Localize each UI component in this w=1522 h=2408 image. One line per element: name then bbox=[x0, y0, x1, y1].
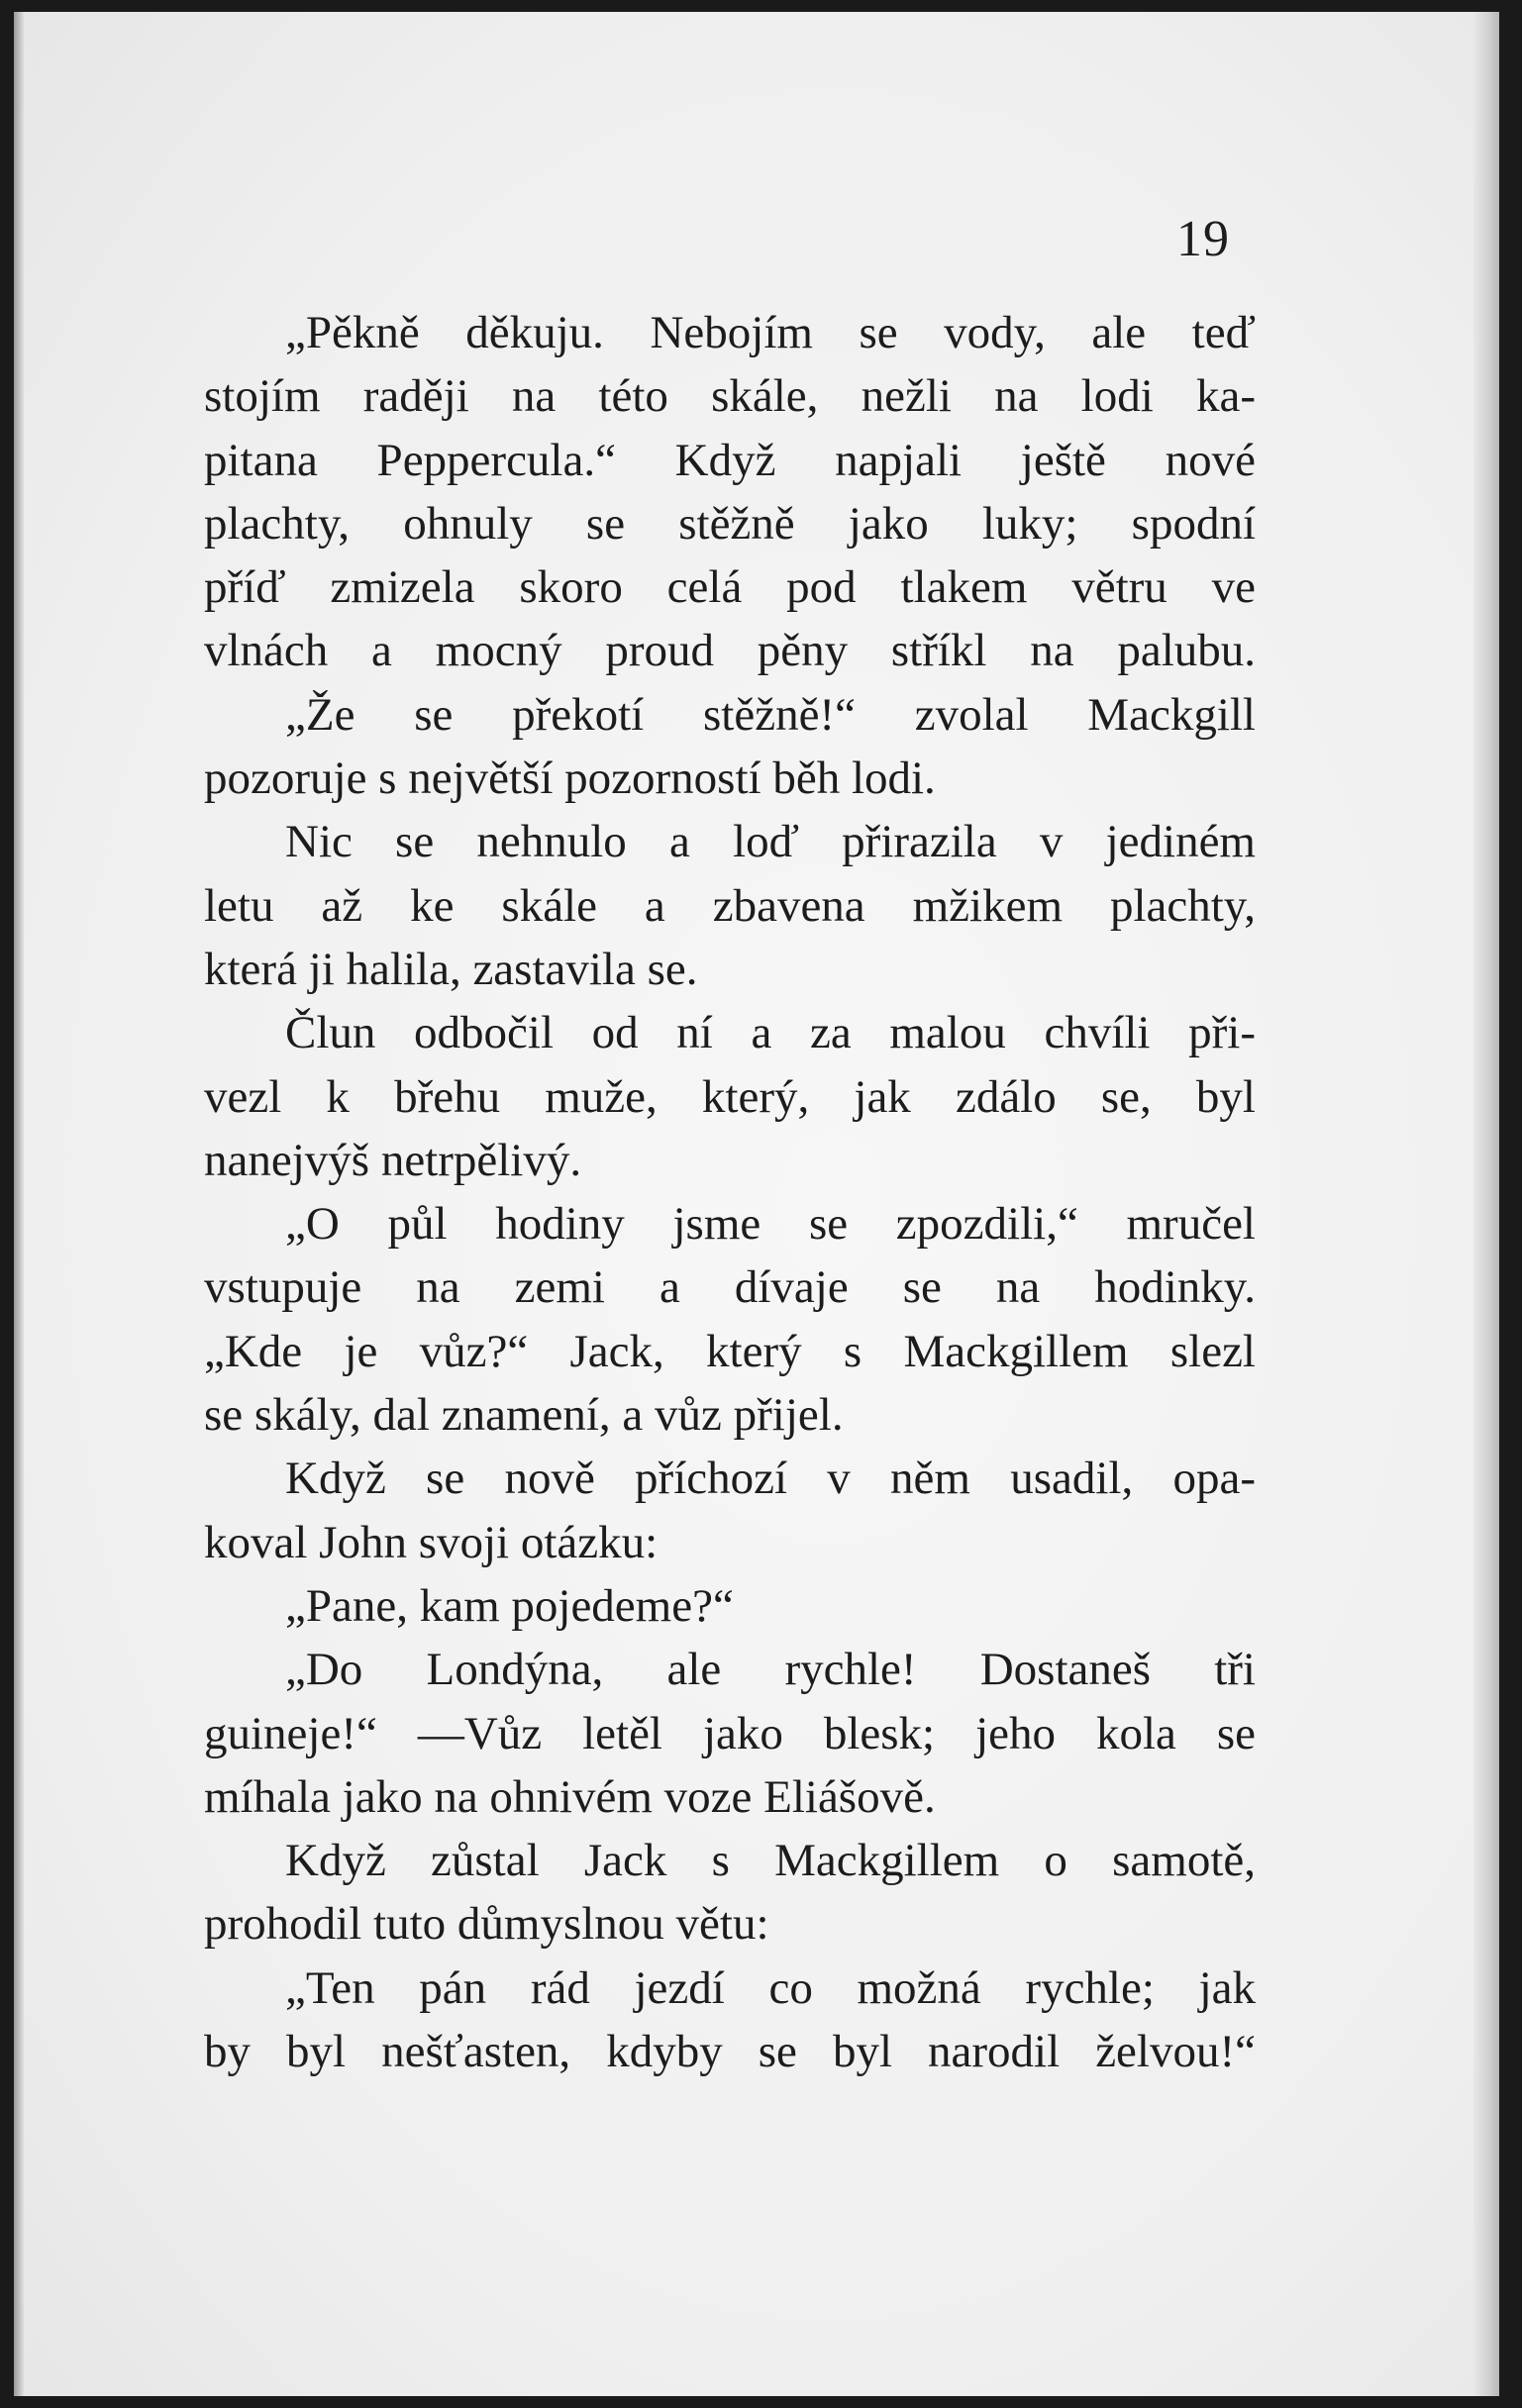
text-line: „Do Londýna, ale rychle! Dostaneš tři bbox=[285, 1644, 1256, 1696]
text-line: Člun odbočil od ní a za malou chvíli při- bbox=[285, 1007, 1256, 1059]
text-line: vlnách a mocný proud pěny stříkl na palubu. bbox=[204, 625, 1256, 677]
text-line: Když se nově příchozí v něm usadil, opa- bbox=[285, 1453, 1256, 1505]
text-line: Když zůstal Jack s Mackgillem o samotě, bbox=[285, 1835, 1256, 1887]
text-line: guineje!“ —Vůz letěl jako blesk; jeho kola se bbox=[204, 1707, 1256, 1759]
text-line: míhala jako na ohnivém voze Eliášově. bbox=[204, 1770, 936, 1823]
text-line: nanejvýš netrpělivý. bbox=[204, 1134, 582, 1186]
text-line: letu až ke skále a zbavena mžikem plachty, bbox=[204, 879, 1256, 932]
text-line: by byl nešťasten, kdyby se byl narodil želvou!“ bbox=[204, 2026, 1256, 2078]
page-left-edge bbox=[14, 12, 24, 2396]
text-line: vstupuje na zemi a dívaje se na hodinky. bbox=[204, 1261, 1256, 1314]
page-right-edge bbox=[1473, 12, 1499, 2396]
text-line: vezl k břehu muže, který, jak zdálo se, byl bbox=[204, 1070, 1256, 1123]
text-line: „O půl hodiny jsme se zpozdili,“ mručel bbox=[285, 1198, 1256, 1251]
text-line: pitana Peppercula.“ Když napjali ještě nové bbox=[204, 434, 1256, 486]
text-line: koval John svoji otázku: bbox=[204, 1516, 659, 1568]
text-line: se skály, dal znamení, a vůz přijel. bbox=[204, 1389, 844, 1442]
text-line: pozoruje s největší pozorností běh lodi. bbox=[204, 752, 936, 805]
book-page bbox=[14, 12, 1499, 2396]
text-line: „Pane, kam pojedeme?“ bbox=[285, 1579, 734, 1632]
text-line: „Kde je vůz?“ Jack, který s Mackgillem slezl bbox=[204, 1325, 1256, 1377]
body-text bbox=[204, 301, 1256, 2083]
text-line: která ji halila, zastavila se. bbox=[204, 943, 698, 995]
text-line: „Ten pán rád jezdí co možná rychle; jak bbox=[285, 1961, 1256, 2014]
text-line: „Že se překotí stěžně!“ zvolal Mackgill bbox=[285, 688, 1256, 741]
text-line: stojím raději na této skále, nežli na lodi ka- bbox=[204, 370, 1256, 423]
text-line: „Pěkně děkuju. Nebojím se vody, ale teď bbox=[285, 307, 1256, 358]
text-line: příď zmizela skoro celá pod tlakem větru ve bbox=[204, 561, 1256, 614]
text-line: prohodil tuto důmyslnou větu: bbox=[204, 1898, 769, 1951]
text-line: plachty, ohnuly se stěžně jako luky; spodní bbox=[204, 497, 1256, 550]
page-number: 19 bbox=[1176, 211, 1230, 267]
text-line: Nic se nehnulo a loď přirazila v jediném bbox=[285, 816, 1256, 868]
